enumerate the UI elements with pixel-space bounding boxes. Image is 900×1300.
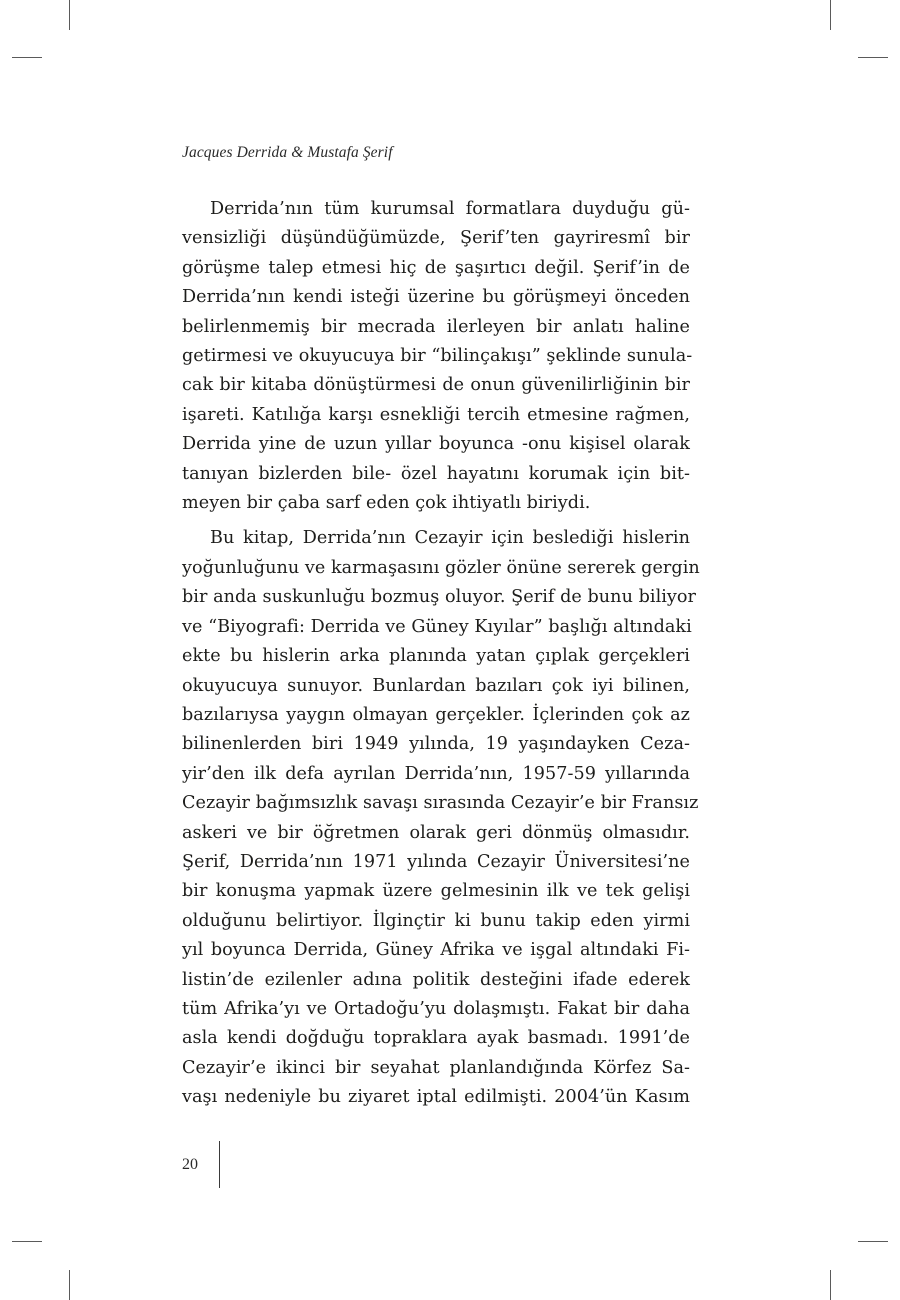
crop-mark-top-left-vertical bbox=[69, 0, 70, 30]
text-line: bilinenlerden biri 1949 yılında, 19 yaşındayken Ceza- bbox=[182, 734, 690, 755]
text-line: Bu kitap, Derrida’nın Cezayir için beslediği hislerin bbox=[210, 528, 690, 549]
crop-mark-bottom-right-horizontal bbox=[858, 1241, 888, 1242]
text-line: tüm Afrika’yı ve Ortadoğu’yu dolaşmıştı. Fakat bir daha bbox=[182, 998, 690, 1019]
text-line: bazılarıysa yaygın olmayan gerçekler. İçlerinden çok az bbox=[182, 704, 690, 725]
text-line: bir anda suskunluğu bozmuş oluyor. Şerif de bunu biliyor bbox=[182, 587, 697, 608]
text-line: yoğunluğunu ve karmaşasını gözler önüne sererek gergin bbox=[182, 557, 700, 578]
text-line: Cezayir bağımsızlık savaşı sırasında Cezayir’e bir Fransız bbox=[182, 793, 699, 814]
crop-mark-bottom-left-horizontal bbox=[12, 1241, 42, 1242]
text-line: işareti. Katılığa karşı esnekliği tercih etmesine rağmen, bbox=[182, 404, 690, 425]
text-line: vensizliği düşündüğümüzde, Şerif’ten gayriresmî bir bbox=[182, 228, 690, 249]
text-line: Cezayir’e ikinci bir seyahat planlandığında Körfez Sa- bbox=[182, 1057, 690, 1078]
text-line: vaşı nedeniyle bu ziyaret iptal edilmişti. 2004’ün Kasım bbox=[182, 1087, 690, 1108]
text-line: Derrida’nın kendi isteği üzerine bu görüşmeyi önceden bbox=[182, 287, 690, 308]
text-line: tanıyan bizlerden bile- özel hayatını korumak için bit- bbox=[182, 463, 690, 484]
running-head: Jacques Derrida & Mustafa Şerif bbox=[182, 144, 393, 161]
text-line: cak bir kitaba dönüştürmesi de onun güvenilirliğinin bir bbox=[182, 375, 690, 396]
text-line: olduğunu belirtiyor. İlginçtir ki bunu takip eden yirmi bbox=[182, 910, 690, 931]
text-line: okuyucuya sunuyor. Bunlardan bazıları çok iyi bilinen, bbox=[182, 675, 690, 696]
text-line: belirlenmemiş bir mecrada ilerleyen bir anlatı haline bbox=[182, 316, 690, 337]
text-line: ekte bu hislerin arka planında yatan çıplak gerçekleri bbox=[182, 646, 690, 667]
text-line: Derrida yine de uzun yıllar boyunca -onu kişisel olarak bbox=[182, 434, 690, 455]
paragraph bbox=[182, 195, 693, 518]
crop-mark-top-right-vertical bbox=[830, 0, 831, 30]
crop-mark-bottom-right-vertical bbox=[830, 1270, 831, 1300]
body-text bbox=[182, 195, 700, 1119]
text-line: Şerif, Derrida’nın 1971 yılında Cezayir Üniversitesi’ne bbox=[182, 851, 690, 872]
text-line: bir konuşma yapmak üzere gelmesinin ilk ve tek gelişi bbox=[182, 881, 690, 902]
text-line: görüşme talep etmesi hiç de şaşırtıcı değil. Şerif’in de bbox=[182, 257, 690, 278]
text-line: yıl boyunca Derrida, Güney Afrika ve işgal altındaki Fi- bbox=[182, 940, 690, 961]
text-line: ve “Biyografi: Derrida ve Güney Kıyılar” başlığı altındaki bbox=[182, 616, 692, 637]
text-line: askeri ve bir öğretmen olarak geri dönmüş olmasıdır. bbox=[182, 822, 690, 843]
crop-mark-top-left-horizontal bbox=[12, 57, 42, 58]
folio-rule bbox=[219, 1141, 220, 1188]
text-line: yir’den ilk defa ayrılan Derrida’nın, 1957-59 yıllarında bbox=[182, 763, 690, 784]
crop-mark-top-right-horizontal bbox=[858, 57, 888, 58]
text-line: Derrida’nın tüm kurumsal formatlara duyduğu gü- bbox=[210, 199, 690, 219]
text-line: asla kendi doğduğu topraklara ayak basmadı. 1991’de bbox=[182, 1028, 690, 1049]
text-line: listin’de ezilenler adına politik desteğini ifade ederek bbox=[182, 969, 690, 990]
text-line: meyen bir çaba sarf eden çok ihtiyatlı biriydi. bbox=[182, 493, 591, 514]
paragraph bbox=[182, 524, 700, 1112]
page-number: 20 bbox=[182, 1156, 198, 1173]
text-line: getirmesi ve okuyucuya bir “bilinçakışı” şeklinde sunula- bbox=[182, 346, 693, 367]
crop-mark-bottom-left-vertical bbox=[69, 1270, 70, 1300]
